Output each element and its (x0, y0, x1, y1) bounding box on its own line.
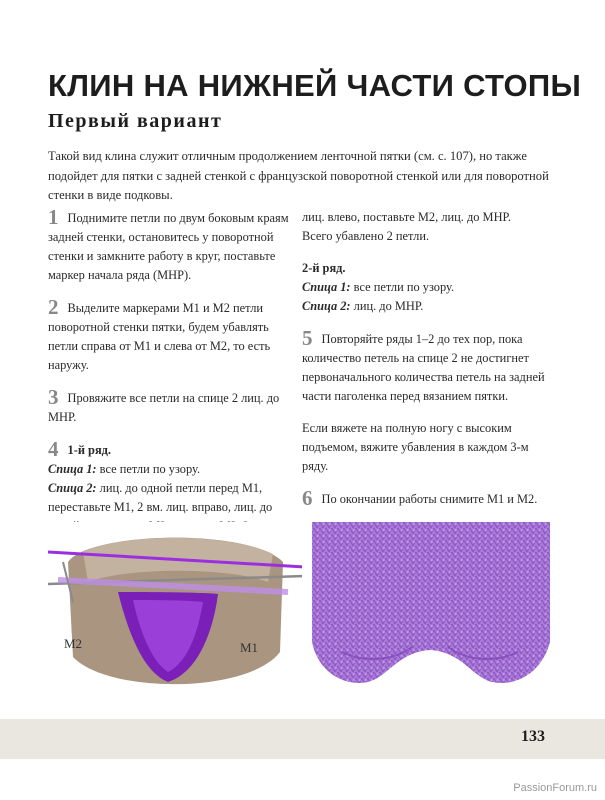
step-2 (48, 295, 293, 375)
purple-sock-image (302, 522, 559, 696)
section-subtitle: Первый вариант (48, 110, 223, 132)
step-text: Провяжите все петли на спице 2 лиц. до МНР. (48, 391, 280, 424)
needle-text: лиц. до одной петли перед М1, переставьте М1, 2 вм. лиц. вправо, лиц. до (48, 481, 273, 514)
step-number: 4 (48, 437, 59, 461)
needle-label: Спица 1: (302, 280, 351, 294)
row-label: 2-й ряд. (302, 261, 346, 275)
intro-paragraph: Такой вид клина служит отличным продолжением ленточной пятки (см. с. 107), но также подойдет для пятки с задней стенкой с французской поворотной стенкой или для поворотной стенки в виде подковы. (48, 149, 549, 202)
step-text: Поднимите петли по двум боковым краям задней стенки, остановитесь у поворотной стенки и замкните работу в круг, поставьте маркер начала ряда (МНР). (48, 211, 289, 282)
watermark: PassionForum.ru (513, 782, 597, 794)
photo-knitting-needles (48, 522, 305, 696)
right-column (302, 208, 547, 522)
marker-label-m2: M2 (64, 636, 83, 651)
knitting-needles-image (48, 522, 305, 696)
step-5 (302, 326, 547, 406)
step-number: 5 (302, 326, 313, 350)
total-text: Всего убавлено 2 петли. (302, 229, 430, 243)
step-number: 6 (302, 486, 313, 510)
step-number: 1 (48, 205, 59, 229)
page-title: КЛИН НА НИЖНЕЙ ЧАСТИ СТОПЫ (48, 68, 582, 103)
note-paragraph: Если вяжете на полную ногу с высоким подъемом, вяжите убавления в каждом 3-м ряду. (302, 421, 529, 473)
needle-text: лиц. до МНР. (353, 299, 424, 313)
marker-label-m1: M1 (240, 640, 259, 655)
needle-label: Спица 2: (48, 481, 97, 495)
needle-label: Спица 1: (48, 462, 97, 476)
needle-label: Спица 2: (302, 299, 351, 313)
step-text: По окончании работы снимите М1 и М2. (321, 492, 538, 506)
step-1 (48, 205, 293, 285)
footer-band (0, 719, 605, 759)
step-number: 3 (48, 385, 59, 409)
row-label: 1-й ряд. (67, 443, 112, 457)
step-number: 2 (48, 295, 59, 319)
photo-purple-sock (302, 522, 559, 696)
row-2 (302, 259, 547, 316)
step-6 (302, 486, 547, 510)
step-text: Выделите маркерами М1 и М2 петли поворотной стенки пятки, будем убавлять петли справа от М1 и слева от М2, то есть наружу. (48, 301, 271, 372)
page-number: 133 (521, 728, 545, 745)
step-3 (48, 385, 293, 427)
needle-text: все петли по узору. (99, 462, 201, 476)
needle-text: все петли по узору. (353, 280, 455, 294)
step-text: Повторяйте ряды 1–2 до тех пор, пока количество петель на спице 2 не достигнет первоначального количества петель на задней части паголенка перед вязанием пятки. (302, 332, 545, 403)
continued-text: лиц. влево, поставьте М2, лиц. до МНР. (302, 210, 511, 224)
step-4-continued (302, 208, 547, 246)
left-column (48, 205, 293, 549)
